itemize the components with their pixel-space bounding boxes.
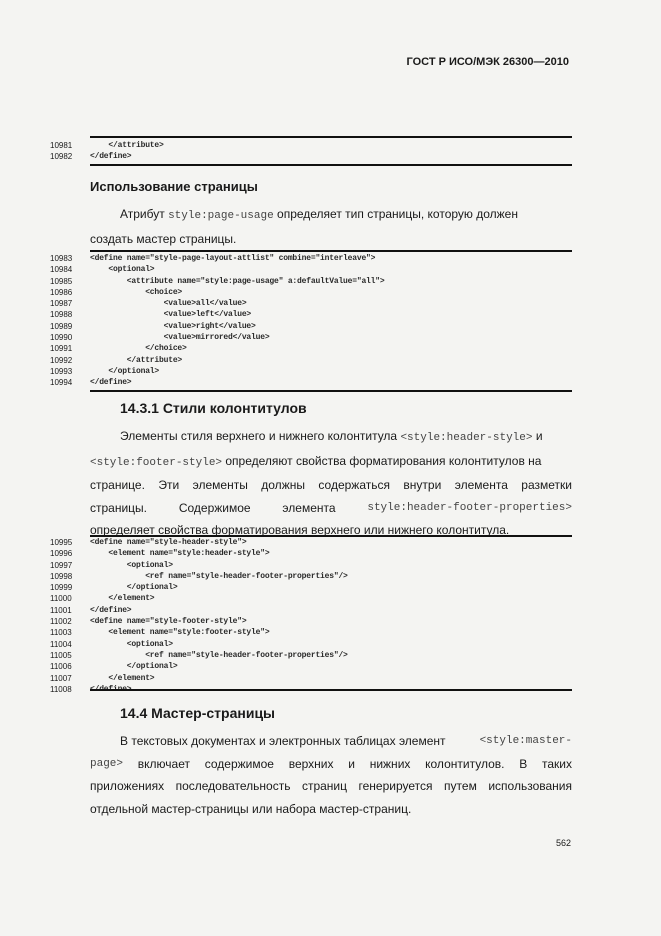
code-line xyxy=(0,650,661,661)
code-line xyxy=(0,151,661,162)
code-text: <value>mirrored</value> xyxy=(90,333,270,343)
line-number: 10985 xyxy=(50,276,73,286)
code-line xyxy=(0,276,661,287)
paragraph-header-footer-styles: Элементы стиля верхнего и нижнего колонтитула <style:header-style> и <style:footer-style> определяют свойства форматирования колонтитулов на странице. Эти элементы должны содержаться внутри элемента разметки страницы. Содержимое элемента style:header-footer-properties> определяет свойства форматирования верхнего или нижнего колонтитула. xyxy=(90,429,572,537)
code-line xyxy=(0,366,661,377)
code-text: <value>right</value> xyxy=(90,321,256,331)
line-number: 11008 xyxy=(50,684,72,694)
code-text: <optional> xyxy=(90,639,173,649)
code-text: </element> xyxy=(90,673,155,683)
line-number: 10986 xyxy=(50,287,73,297)
code-line xyxy=(0,264,661,275)
code-text: </define> xyxy=(90,684,132,694)
line-number: 11000 xyxy=(50,594,72,604)
code-line xyxy=(0,537,661,548)
code-line xyxy=(0,582,661,593)
code-text: <define name="style-page-layout-attlist" combine="interleave"> xyxy=(90,254,376,263)
code-line xyxy=(0,605,661,616)
code-text: </define> xyxy=(90,605,132,615)
line-number: 10997 xyxy=(50,560,73,570)
line-number: 11001 xyxy=(50,605,72,615)
page-number: 562 xyxy=(555,838,571,848)
line-number: 10982 xyxy=(50,152,73,162)
code-listing-1 xyxy=(0,140,661,163)
code-line xyxy=(0,593,661,604)
line-number: 10990 xyxy=(50,333,73,343)
line-number: 11004 xyxy=(50,639,72,649)
code-line xyxy=(0,332,661,343)
code-line xyxy=(0,343,661,354)
code-text: </optional> xyxy=(90,662,178,672)
line-number: 10996 xyxy=(50,549,73,559)
code-listing-3 xyxy=(0,537,661,695)
line-number: 10998 xyxy=(50,571,73,581)
line-number: 11003 xyxy=(50,628,72,638)
code-text: </choice> xyxy=(90,344,187,354)
code-text: <optional> xyxy=(90,265,155,275)
code-text: <optional> xyxy=(90,560,173,570)
code-text: </element> xyxy=(90,594,155,604)
code-text: <value>all</value> xyxy=(90,299,247,309)
code-line xyxy=(0,253,661,264)
line-number: 10993 xyxy=(50,366,73,376)
line-number: 10989 xyxy=(50,321,73,331)
code-rule-bottom xyxy=(90,390,572,392)
code-text: <value>left</value> xyxy=(90,310,252,320)
code-line xyxy=(0,309,661,320)
line-number: 10994 xyxy=(50,378,73,388)
line-number: 10987 xyxy=(50,299,73,309)
line-number: 10991 xyxy=(50,344,73,354)
code-text: </define> xyxy=(90,378,132,388)
code-line xyxy=(0,140,661,151)
code-text: </attribute> xyxy=(90,141,164,150)
inline-code: style:page-usage xyxy=(168,210,274,222)
line-number: 10992 xyxy=(50,355,73,365)
code-line xyxy=(0,627,661,638)
code-text: </attribute> xyxy=(90,355,183,365)
section-heading-header-footer-styles: 14.3.1 Стили колонтитулов xyxy=(120,400,307,416)
code-text: <element name="style:footer-style"> xyxy=(90,628,270,638)
code-line xyxy=(0,560,661,571)
section-heading-page-usage: Использование страницы xyxy=(90,179,258,194)
line-number: 10988 xyxy=(50,310,73,320)
code-listing-2 xyxy=(0,253,661,389)
code-text: <attribute name="style:page-usage" a:defaultValue="all"> xyxy=(90,276,385,286)
code-text: <choice> xyxy=(90,287,183,297)
code-rule-bottom xyxy=(90,164,572,166)
code-line xyxy=(0,661,661,672)
code-rule-top xyxy=(90,136,572,138)
line-number: 10983 xyxy=(50,254,73,263)
code-text: <define name="style-footer-style"> xyxy=(90,617,247,627)
code-line xyxy=(0,639,661,650)
code-line xyxy=(0,287,661,298)
code-line xyxy=(0,298,661,309)
code-line xyxy=(0,571,661,582)
line-number: 10995 xyxy=(50,538,73,547)
code-line xyxy=(0,377,661,388)
document-title: ГОСТ Р ИСО/МЭК 26300—2010 xyxy=(406,56,569,68)
section-heading-master-pages: 14.4 Мастер-страницы xyxy=(120,705,276,721)
code-text: </optional> xyxy=(90,583,178,593)
line-number: 10999 xyxy=(50,583,73,593)
line-number: 11005 xyxy=(50,650,72,660)
line-number: 10984 xyxy=(50,265,73,275)
line-number: 10981 xyxy=(50,141,73,150)
line-number: 11002 xyxy=(50,617,72,627)
code-rule-top xyxy=(90,250,572,252)
code-text: <ref name="style-header-footer-properties"/> xyxy=(90,650,348,660)
code-line xyxy=(0,548,661,559)
code-line xyxy=(0,616,661,627)
line-number: 11006 xyxy=(50,662,72,672)
code-text: <define name="style-header-style"> xyxy=(90,538,247,547)
paragraph-master-pages: В текстовых документах и электронных таблицах элемент <style:master- page> включает содержимое верхних и нижних колонтитулов. В таких приложениях последовательность страниц генерируется путем использования отдельной мастер-страницы или набора мастер-страниц. xyxy=(90,734,572,816)
code-line xyxy=(0,355,661,366)
line-number: 11007 xyxy=(50,673,72,683)
code-line xyxy=(0,321,661,332)
code-rule-bottom xyxy=(90,689,572,691)
code-line xyxy=(0,673,661,684)
code-text: </optional> xyxy=(90,366,160,376)
code-text: <ref name="style-header-footer-properties"/> xyxy=(90,571,348,581)
code-text: </define> xyxy=(90,152,132,162)
code-text: <element name="style:header-style"> xyxy=(90,549,270,559)
paragraph-page-usage: Атрибут style:page-usage определяет тип страницы, которую должен создать мастер страницы. xyxy=(90,207,518,246)
